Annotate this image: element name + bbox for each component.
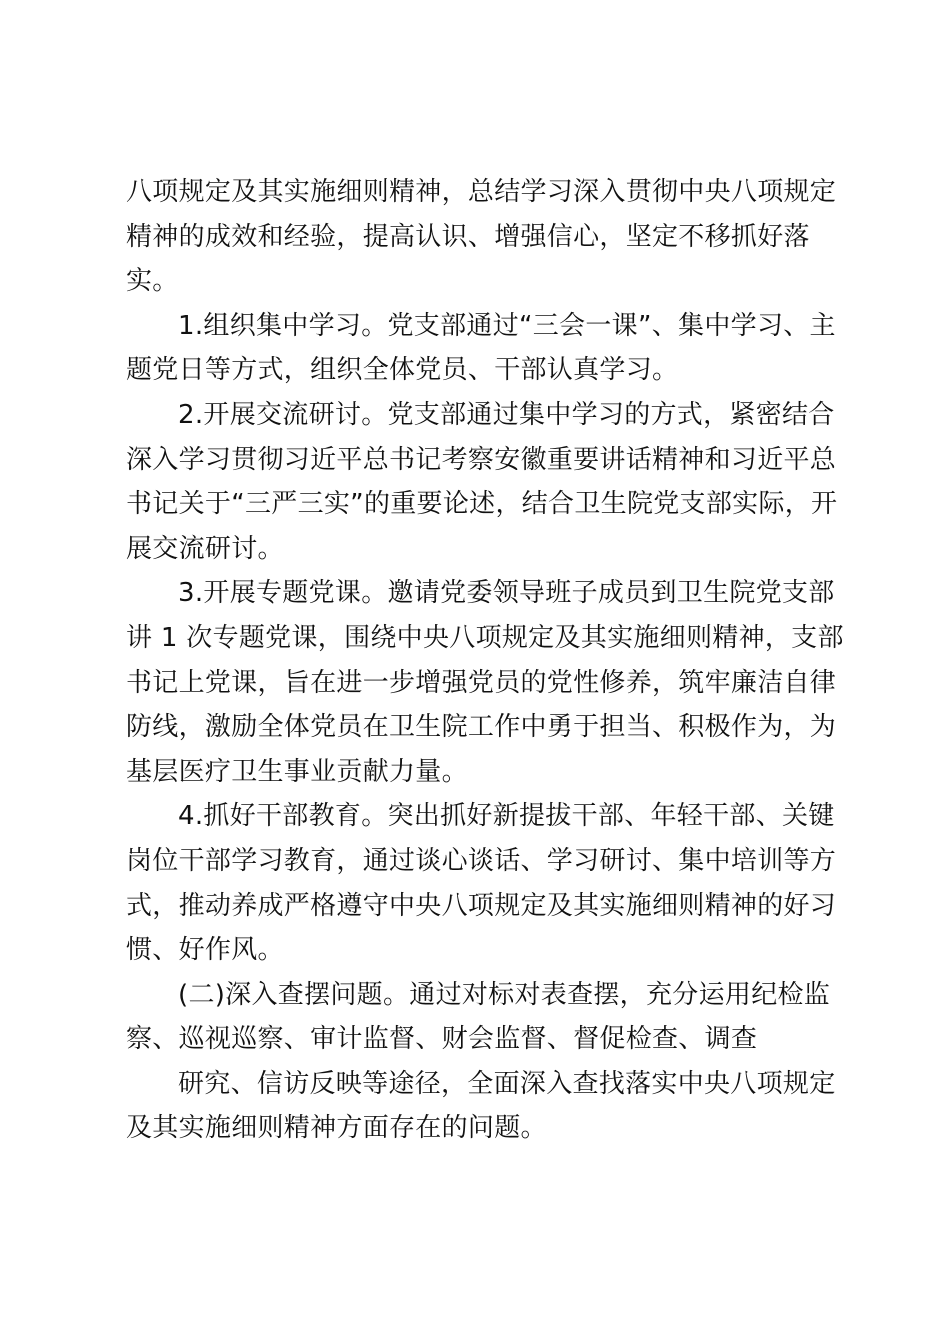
text-line: 基层医疗卫生事业贡献力量。	[126, 756, 468, 787]
text-line: 书记上党课，旨在进一步增强党员的党性修养，筑牢廉洁自律	[126, 667, 837, 698]
paragraph-start-line: 3.开展专题党课。邀请党委领导班子成员到卫生院党支部	[178, 578, 835, 609]
text-line: 式，推动养成严格遵守中央八项规定及其实施细则精神的好习	[126, 890, 837, 921]
text-line: 防线，激励全体党员在卫生院工作中勇于担当、积极作为，为	[126, 712, 837, 743]
paragraph-start-line: 1.组织集中学习。党支部通过“三会一课”、集中学习、主	[178, 310, 836, 341]
text-line: 实。	[126, 266, 179, 297]
text-line: 察、巡视巡察、审计监督、财会监督、督促检查、调查	[126, 1024, 758, 1055]
text-line: 及其实施细则精神方面存在的问题。	[126, 1113, 547, 1144]
paragraph-start-line: 2.开展交流研讨。党支部通过集中学习的方式，紧密结合	[178, 399, 835, 430]
text-line: 岗位干部学习教育，通过谈心谈话、学习研讨、集中培训等方	[126, 845, 837, 876]
text-line: 题党日等方式，组织全体党员、干部认真学习。	[126, 355, 679, 386]
text-line: 精神的成效和经验，提高认识、增强信心，坚定不移抓好落	[126, 221, 810, 252]
text-line: 展交流研讨。	[126, 533, 284, 564]
text-line: 书记关于“三严三实”的重要论述，结合卫生院党支部实际，开	[126, 489, 838, 520]
text-line: 惯、好作风。	[126, 935, 284, 966]
paragraph-start-line: 研究、信访反映等途径，全面深入查找落实中央八项规定	[178, 1068, 836, 1099]
paragraph-start-line: (二)深入查摆问题。通过对标对表查摆，充分运用纪检监	[178, 979, 831, 1010]
paragraph-start-line: 4.抓好干部教育。突出抓好新提拔干部、年轻干部、关键	[178, 801, 835, 832]
text-line: 八项规定及其实施细则精神，总结学习深入贯彻中央八项规定	[126, 177, 837, 207]
document-body	[126, 170, 844, 1151]
text-line: 讲 1 次专题党课，围绕中央八项规定及其实施细则精神，支部	[126, 622, 844, 653]
text-line: 深入学习贯彻习近平总书记考察安徽重要讲话精神和习近平总	[126, 444, 837, 475]
